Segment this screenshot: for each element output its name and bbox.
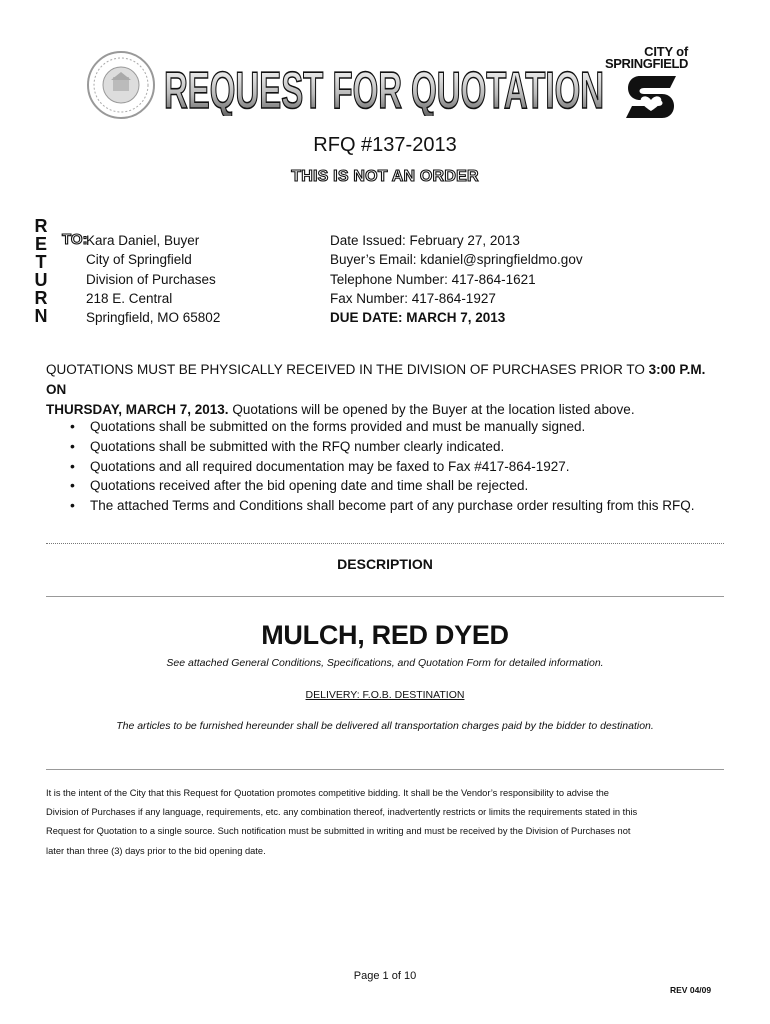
divider (46, 596, 724, 597)
address-line: 218 E. Central (86, 290, 173, 306)
description-heading: DESCRIPTION (337, 556, 433, 572)
city-seal-icon (86, 50, 156, 120)
intent-line: It is the intent of the City that this Request for Quotation promotes competitive bidding. It shall be the Vendor’s responsibility to advise the (46, 788, 609, 798)
page-number: Page 1 of 10 (353, 970, 417, 982)
divider (46, 543, 724, 544)
city-logo-line1: CITY of (644, 44, 688, 59)
buyer-email: Buyer’s Email: kdaniel@springfieldmo.gov (330, 252, 583, 268)
due-date: DUE DATE: MARCH 7, 2013 (330, 310, 506, 326)
list-item: • Quotations and all required documentation may be faxed to Fax #417-864-1927. (70, 457, 695, 477)
fax-number: Fax Number: 417-864-1927 (330, 290, 496, 306)
return-vertical-label (33, 217, 49, 325)
springfield-s-heart-icon (622, 74, 680, 120)
list-item: • Quotations shall be submitted on the forms provided and must be manually signed. (70, 417, 695, 437)
city-logo-line2: SPRINGFIELD (605, 56, 688, 71)
return-letter: T (35, 252, 47, 272)
telephone-number: Telephone Number: 417-864-1621 (330, 271, 536, 287)
address-line: Kara Daniel, Buyer (86, 233, 200, 248)
revision-label: REV 04/09 (670, 985, 712, 995)
return-letter: R (34, 288, 48, 308)
competitive-bidding-intent (46, 784, 726, 861)
return-letter: U (34, 270, 48, 290)
divider (46, 769, 724, 770)
intent-line: Division of Purchases if any language, requirements, etc. any combination thereof, inadvertently restricts or limits the requirements stated in this (46, 807, 638, 818)
intent-line: Request for Quotation to a single source. Such notification must be submitted in writing and must be received by the Division of Purchases not (46, 826, 631, 837)
rfq-number: RFQ #137-2013 (313, 134, 457, 156)
not-an-order-notice: THIS IS NOT AN ORDER (291, 168, 479, 185)
notice-text: Quotations will be opened by the Buyer at the location listed above. (228, 402, 635, 417)
submission-notice (46, 360, 726, 420)
city-of-springfield-logo (605, 44, 697, 124)
notice-deadline-time: 3:00 P.M. ON (46, 362, 706, 397)
submission-rules-list (70, 417, 695, 516)
issue-info (330, 231, 583, 327)
return-letter: N (34, 306, 48, 326)
list-item: • The attached Terms and Conditions shall become part of any purchase order resulting from this RFQ. (70, 496, 695, 516)
date-issued: Date Issued: February 27, 2013 (330, 233, 520, 248)
delivery-terms (0, 689, 770, 701)
address-line: Division of Purchases (86, 271, 216, 287)
return-letter: E (34, 234, 47, 254)
return-letter: R (34, 216, 48, 236)
to-label: TO: (62, 231, 88, 248)
notice-text: QUOTATIONS MUST BE PHYSICALLY RECEIVED IN THE DIVISION OF PURCHASES PRIOR TO (46, 362, 649, 377)
product-title: MULCH, RED DYED (261, 620, 509, 650)
address-line: City of Springfield (86, 252, 192, 268)
notice-deadline-date: THURSDAY, MARCH 7, 2013. (46, 402, 229, 417)
banner-title: REQUEST FOR QUOTATION (164, 62, 604, 116)
transportation-note: The articles to be furnished hereunder shall be delivered all transportation charges paid by the bidder to destination. (116, 720, 654, 732)
request-for-quotation-banner (160, 58, 608, 116)
see-attached-note: See attached General Conditions, Specifications, and Quotation Form for detailed information. (166, 657, 604, 669)
address-line: Springfield, MO 65802 (86, 310, 221, 326)
list-item: • Quotations received after the bid opening date and time shall be rejected. (70, 476, 695, 496)
intent-line: later than three (3) days prior to the bid opening date. (46, 845, 266, 856)
return-address (86, 231, 220, 327)
list-item: • Quotations shall be submitted with the RFQ number clearly indicated. (70, 437, 695, 457)
delivery-terms-text: DELIVERY: F.O.B. DESTINATION (305, 689, 465, 701)
